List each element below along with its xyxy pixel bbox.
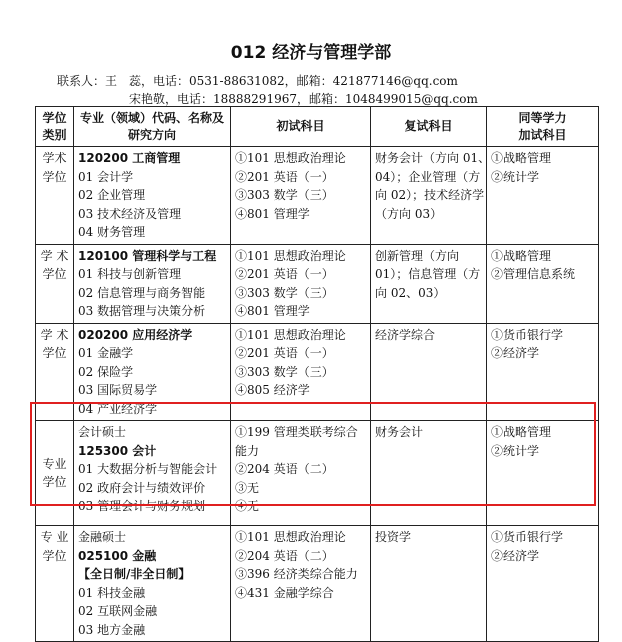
highlight-box — [30, 402, 596, 506]
header-degree-type: 学位 类别 — [36, 107, 74, 147]
header-retest: 复试科目 — [371, 107, 487, 147]
contact-line-2: 宋艳敬，电话：18888291967，邮箱：1048499015@qq.com — [129, 92, 478, 106]
page-title: 012 经济与管理学部 — [230, 43, 392, 63]
major-cell: 金融硕士 025100 金融 【全日制/非全日制】 01 科技金融 02 互联网金融 03 地方金融 — [74, 526, 231, 642]
exam-cell: ①199 管理类联考综合 能力 ②204 英语（二） ③无 ④无 — [231, 421, 371, 526]
exam-cell: ①101 思想政治理论 ②204 英语（二） ③396 经济类综合能力 ④431 金融学综合 — [231, 526, 371, 642]
extra-cell: ①战略管理 ②统计学 — [487, 147, 599, 245]
exam-cell: ①101 思想政治理论 ②201 英语（一） ③303 数学（三） ④801 管理学 — [231, 244, 371, 323]
degree-type-cell: 学 术 学位 — [36, 244, 74, 323]
extra-cell: ①战略管理 ②管理信息系统 — [487, 244, 599, 323]
degree-type-cell: 学术学位 — [36, 147, 74, 245]
header-row — [36, 107, 599, 147]
retest-cell: 财务会计（方向 01、 04）；企业管理（方 向 02）；技术经济学 （方向 03） — [371, 147, 487, 245]
major-cell: 120200 工商管理 01 会计学 02 企业管理 03 技术经济及管理 04 财务管理 — [74, 147, 231, 245]
extra-cell: ①战略管理 ②统计学 — [487, 421, 599, 526]
exam-cell: ①101 思想政治理论 ②201 英语（一） ③303 数学（三） ④805 经济学 — [231, 323, 371, 421]
degree-type-cell: 学 术 学位 — [36, 323, 74, 421]
program-table — [35, 106, 599, 642]
header-extra: 同等学力 加试科目 — [487, 107, 599, 147]
header-initial-exam: 初试科目 — [231, 107, 371, 147]
retest-cell: 投资学 — [371, 526, 487, 642]
table-row — [36, 526, 599, 642]
table-row — [36, 147, 599, 245]
table-row — [36, 244, 599, 323]
major-cell: 020200 应用经济学 01 金融学 02 保险学 03 国际贸易学 04 产业经济学 — [74, 323, 231, 421]
extra-cell: ①货币银行学 ②经济学 — [487, 323, 599, 421]
contact-line-1: 联系人：王 蕊，电话：0531-88631082，邮箱：421877146@qq.com — [57, 74, 458, 88]
retest-cell: 创新管理（方向 01）；信息管理（方 向 02、03） — [371, 244, 487, 323]
header-major: 专业（领域）代码、名称及 研究方向 — [74, 107, 231, 147]
exam-cell: ①101 思想政治理论 ②201 英语（一） ③303 数学（三） ④801 管理学 — [231, 147, 371, 245]
degree-type-cell: 专 业 学位 — [36, 526, 74, 642]
extra-cell: ①货币银行学 ②经济学 — [487, 526, 599, 642]
major-cell: 120100 管理科学与工程 01 科技与创新管理 02 信息管理与商务智能 03 数据管理与决策分析 — [74, 244, 231, 323]
degree-type-cell: 专业 学位 — [36, 421, 74, 526]
major-cell: 会计硕士 125300 会计 01 大数据分析与智能会计 02 政府会计与绩效评价 03 管理会计与财务规划 — [74, 421, 231, 526]
retest-cell: 财务会计 — [371, 421, 487, 526]
retest-cell: 经济学综合 — [371, 323, 487, 421]
